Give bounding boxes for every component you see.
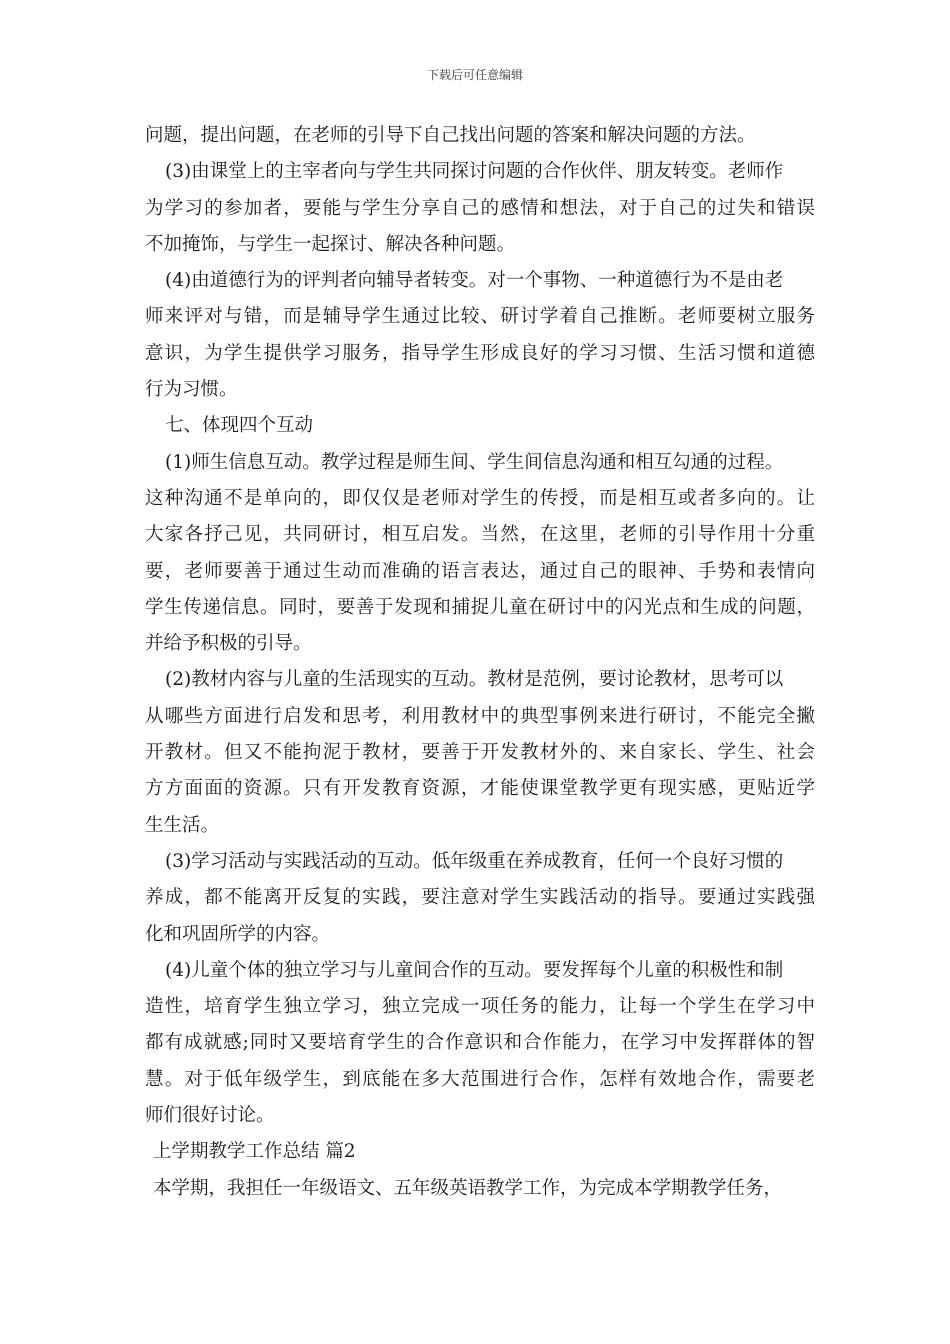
text-line: (4)儿童个体的独立学习与儿童间合作的互动。要发挥每个儿童的积极性和制 xyxy=(165,959,784,981)
text-line: (3)学习活动与实践活动的互动。低年级重在养成教育，任何一个良好习惯的 xyxy=(165,850,784,872)
text-line: 行为习惯。 xyxy=(145,379,238,401)
text-line: 养成，都不能离开反复的实践，要注意对学生实践活动的指导。要通过实践强 xyxy=(145,887,815,909)
text-line: 从哪些方面进行启发和思考，利用教材中的典型事例来进行研讨，不能完全撇 xyxy=(145,705,815,727)
text-line: 方方面面的资源。只有开发教育资源，才能使课堂教学更有现实感，更贴近学 xyxy=(145,778,815,800)
text-line: 这种沟通不是单向的，即仅仅是老师对学生的传授，而是相互或者多向的。让 xyxy=(145,487,815,509)
text-line: 师来评对与错，而是辅导学生通过比较、研讨学着自己推断。老师要树立服务 xyxy=(145,306,815,328)
text-line: 师们很好讨论。 xyxy=(145,1105,275,1127)
text-line: 化和巩固所学的内容。 xyxy=(145,923,331,945)
text-line: 开教材。但又不能拘泥于教材，要善于开发教材外的、来自家长、学生、社会 xyxy=(145,742,815,764)
text-line: 大家各抒己见，共同研讨，相互启发。当然，在这里，老师的引导作用十分重 xyxy=(145,524,815,546)
text-line: 并给予积极的引导。 xyxy=(145,633,312,655)
text-line: (1)师生信息互动。教学过程是师生间、学生间信息沟通和相互勾通的过程。 xyxy=(165,451,784,473)
text-line: 不加掩饰，与学生一起探讨、解决各种问题。 xyxy=(145,233,516,255)
text-line: 造性，培育学生独立学习，独立完成一项任务的能力，让每一个学生在学习中 xyxy=(145,996,815,1018)
text-line: (4)由道德行为的评判者向辅导者转变。对一个事物、一种道德行为不是由老 xyxy=(165,270,784,292)
text-line: 意识，为学生提供学习服务，指导学生形成良好的学习习惯、生活习惯和道德 xyxy=(145,342,815,364)
text-line: 都有成就感;同时又要培育学生的合作意识和合作能力，在学习中发挥群体的智 xyxy=(145,1032,815,1054)
text-line: 七、体现四个互动 xyxy=(165,415,314,437)
text-line: 生生活。 xyxy=(145,814,220,836)
page-header: 下载后可任意编辑 xyxy=(426,68,523,82)
text-line: 学生传递信息。同时，要善于发现和捕捉儿童在研讨中的闪光点和生成的问题， xyxy=(145,596,815,618)
text-line: 为学习的参加者，要能与学生分享自己的感情和想法，对于自己的过失和错误 xyxy=(145,197,815,219)
text-line: (3)由课堂上的主宰者向与学生共同探讨问题的合作伙伴、朋友转变。老师作 xyxy=(165,161,784,183)
section-title: 上学期教学工作总结 篇2 xyxy=(153,1141,356,1163)
document-body xyxy=(145,118,815,1207)
text-line: 要，老师要善于通过生动而准确的语言表达，通过自己的眼神、手势和表情向 xyxy=(145,560,815,582)
text-line: 本学期，我担任一年级语文、五年级英语教学工作，为完成本学期教学任务， xyxy=(153,1177,783,1199)
text-line: (2)教材内容与儿童的生活现实的互动。教材是范例，要讨论教材，思考可以 xyxy=(165,669,784,691)
text-line: 问题，提出问题，在老师的引导下自己找出问题的答案和解决问题的方法。 xyxy=(145,125,756,146)
text-line: 慧。对于低年级学生，到底能在多大范围进行合作，怎样有效地合作，需要老 xyxy=(145,1068,815,1090)
